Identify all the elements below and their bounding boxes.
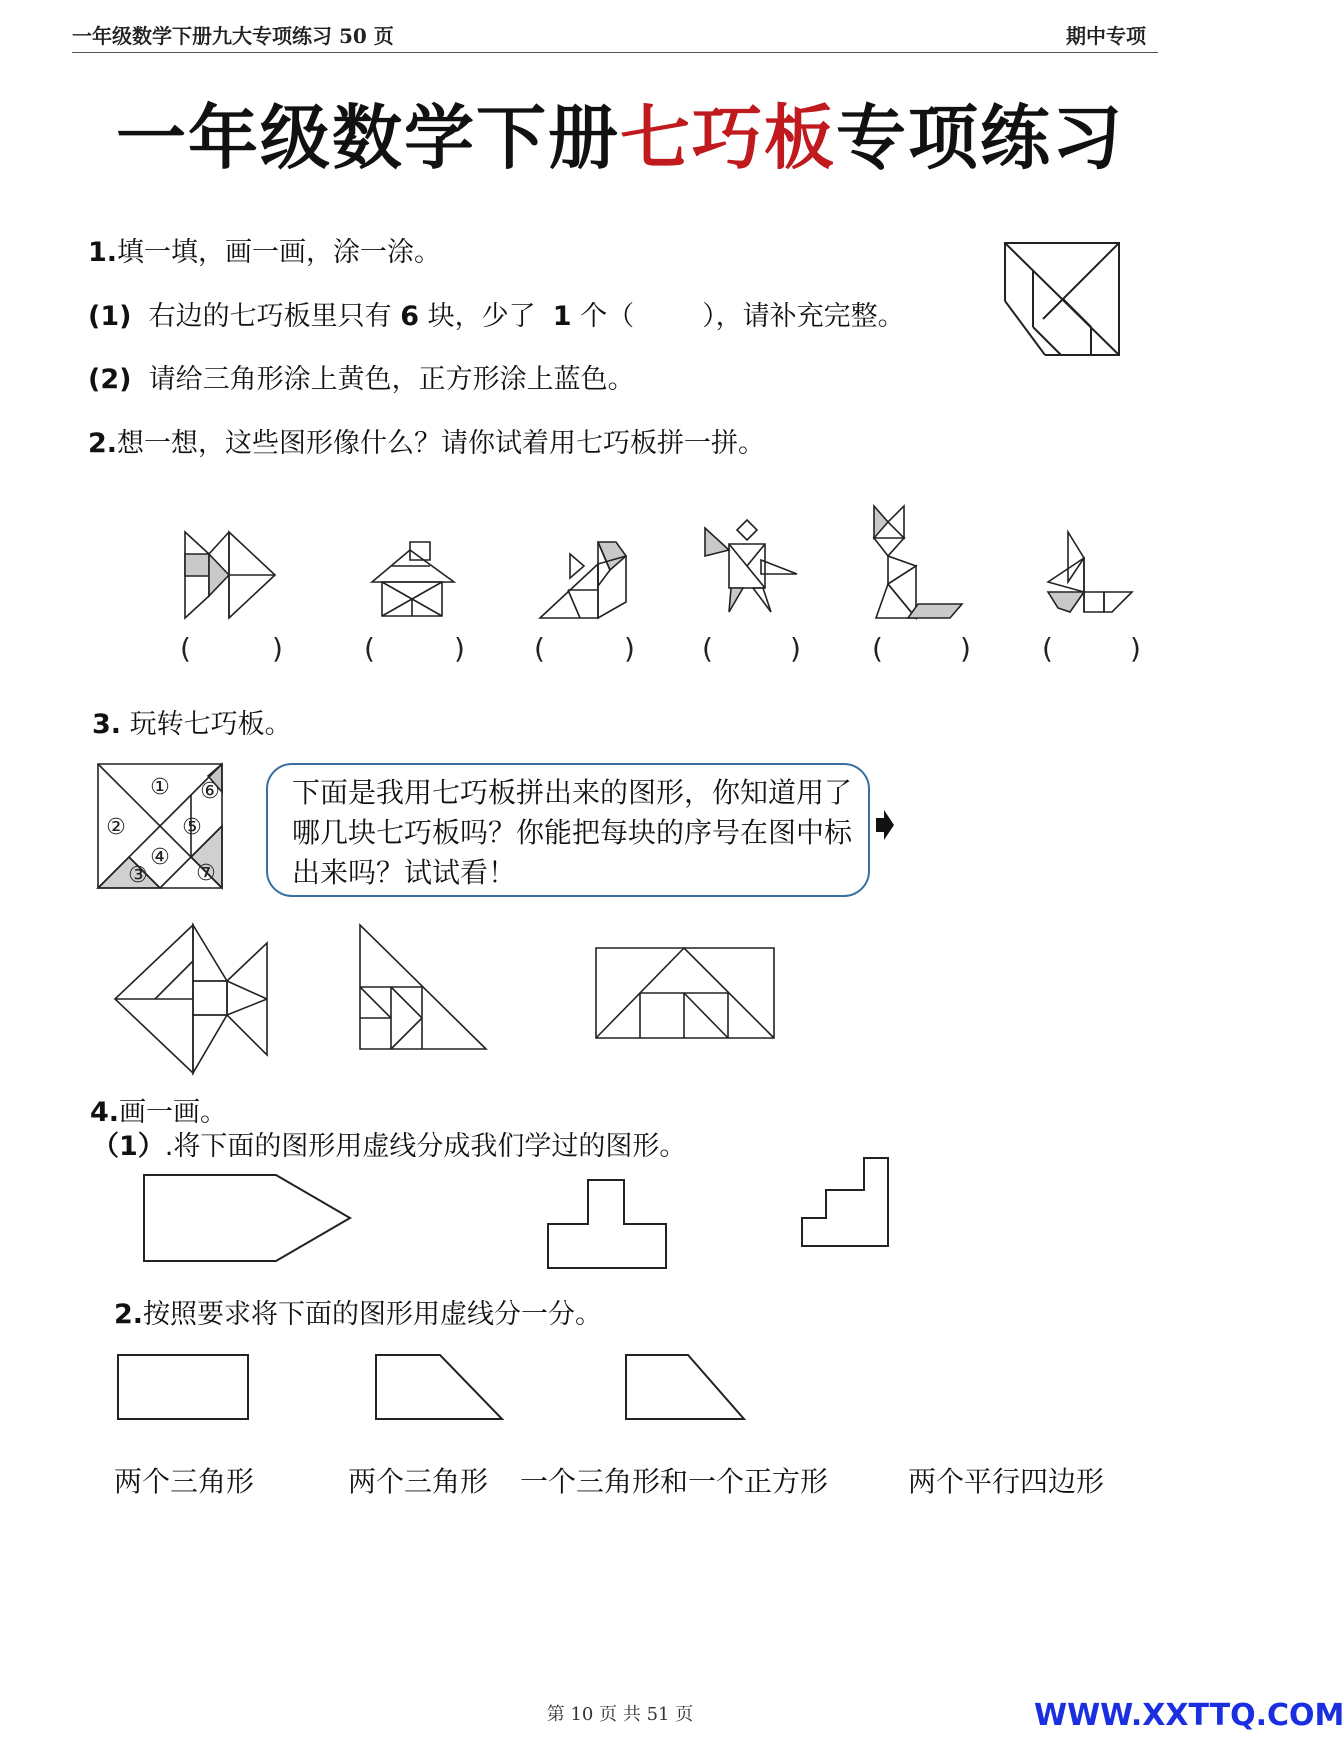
q2-boat-bow (1104, 592, 1132, 612)
q2-person-leg-left (729, 588, 743, 612)
q4-label-2: 两个三角形 (348, 1465, 489, 1498)
q4-label-4: 两个平行四边形 (908, 1465, 1105, 1498)
q1-part2 (88, 357, 635, 396)
q2-person-arm-right (761, 560, 797, 574)
q1-p1-six: 6 (400, 301, 420, 332)
q4-p2-text: 按照要求将下面的图形用虚线分一分。 (143, 1299, 603, 1330)
q4-number: 4. (90, 1097, 120, 1128)
q1-piece-line (1043, 243, 1119, 319)
q2-boat-square (1084, 592, 1104, 612)
q2-answer-6-left: ( (1042, 632, 1053, 665)
q2-cat-tail (908, 604, 962, 618)
q2-cat-body (888, 566, 916, 618)
q2-person-line (747, 544, 765, 566)
q2-person-head (737, 520, 757, 540)
q2-cat-figure (874, 506, 962, 618)
q3-triangle-line (391, 987, 422, 1018)
q3-rect-line (684, 993, 728, 1038)
q3-label-5: ⑤ (182, 815, 202, 840)
brand-watermark[interactable]: WWW.XXTTQ.COM (1034, 1698, 1344, 1733)
q2-boat-sail (1068, 532, 1084, 582)
q3-triangle-figure[interactable] (360, 925, 486, 1049)
q1-p2-number: (2) (88, 364, 132, 395)
q3-fish-line (227, 999, 267, 1015)
q2-goose-head (598, 542, 626, 570)
q2-house-figure (372, 542, 454, 616)
q3-number: 3. (92, 709, 122, 740)
q4-rectangle-outline (118, 1355, 248, 1419)
q4-pentagon-shape[interactable] (144, 1175, 350, 1261)
q1-piece-line (1033, 327, 1061, 355)
q3-fish-line (155, 961, 193, 999)
q3-label-4: ④ (150, 845, 170, 870)
q1-text: 填一填，画一画，涂一涂。 (117, 237, 442, 268)
q2-goose-line (568, 590, 580, 618)
q1-p1-one: 1 (552, 301, 572, 332)
q2-answer-1-blank[interactable] (194, 632, 266, 668)
header-rule (72, 52, 1158, 53)
q2-answer-6-right: ) (1130, 632, 1141, 665)
q3-label-2: ② (106, 815, 126, 840)
q3-bubble-text: 下面是我用七巧板拼出来的图形，你知道用了哪几块七巧板吗？你能把每块的序号在图中标出来吗？试试看！ (292, 776, 853, 889)
q2-answer-4-blank[interactable] (716, 632, 788, 668)
q4-t-outline (548, 1180, 666, 1268)
q1-p1-number: (1) (88, 301, 132, 332)
title-part-1: 一年级数学下册 (116, 96, 620, 179)
q4-p1-number: （1） (92, 1131, 165, 1162)
q4-right-trapezoid-outline (376, 1355, 502, 1419)
q2-cat-neck (888, 556, 916, 584)
q4-t-shape[interactable] (548, 1180, 666, 1268)
q4-part1 (92, 1124, 686, 1163)
q3-rectangle-figure[interactable] (596, 948, 774, 1038)
q4-stair-shape[interactable] (802, 1158, 888, 1246)
q2-person-leg-right (753, 588, 771, 612)
q2-goose-tail (570, 554, 584, 578)
q4-text: 画一画。 (119, 1097, 228, 1128)
header-left: 一年级数学下册九大专项练习 50 页 (72, 24, 394, 48)
q2-answer-4-right: ) (790, 632, 801, 665)
q2-heading (88, 421, 765, 460)
footer-b: 页 共 (599, 1704, 641, 1725)
q1-p1-text-c: 个（ (580, 301, 635, 332)
q2-answer-2-right: ) (454, 632, 465, 665)
q4-pentagon-outline (144, 1175, 350, 1261)
q1-p1-text-a: 右边的七巧板里只有 (148, 301, 392, 332)
q1-p2-text: 请给三角形涂上黄色，正方形涂上蓝色。 (148, 364, 635, 395)
q4-label-1: 两个三角形 (114, 1465, 255, 1498)
q3-label-1: ① (150, 775, 170, 800)
q1-piece-line (1063, 299, 1091, 327)
q4-trapezoid-outline (626, 1355, 744, 1419)
q4-stair-outline (802, 1158, 888, 1246)
q2-answer-3-left: ( (534, 632, 545, 665)
q3-fish-top (193, 925, 227, 981)
q2-answer-5-right: ) (960, 632, 971, 665)
title-part-2: 专项练习 (836, 96, 1124, 179)
q3-tangram-square (98, 764, 222, 888)
q2-cat-head (874, 538, 904, 556)
q2-answer-4-left: ( (702, 632, 713, 665)
q2-answer-3-blank[interactable] (548, 632, 620, 668)
footer-c: 页 (675, 1704, 694, 1725)
arrow-right-icon (876, 810, 894, 840)
header-right: 期中专项 (1066, 24, 1146, 48)
q3-fish-line (227, 981, 267, 999)
q2-person-figure (705, 520, 797, 612)
q1-p1-text-d: ），请补充完整。 (702, 301, 905, 332)
q2-answer-6-blank[interactable] (1056, 632, 1128, 668)
q1-heading (88, 230, 441, 269)
q2-fish-figure (185, 532, 275, 618)
q3-fish-figure[interactable] (115, 925, 267, 1073)
q3-label-6: ⑥ (200, 779, 220, 804)
q4-trapezoid-shape[interactable] (626, 1355, 744, 1419)
q3-triangle-line (391, 1018, 422, 1049)
q2-goose-figure (540, 542, 626, 618)
q4-rectangle-shape[interactable] (118, 1355, 248, 1419)
q3-triangle-line (360, 987, 391, 1018)
q2-boat-hull-shaded (1048, 592, 1084, 612)
q3-fish-tail (227, 943, 267, 1055)
q2-answer-5-blank[interactable] (886, 632, 958, 668)
q2-boat-sail2 (1048, 558, 1084, 592)
q2-answer-2-left: ( (364, 632, 375, 665)
footer-a: 第 (546, 1704, 565, 1725)
q2-fish-shaded (209, 554, 229, 596)
q3-fish-bottom (193, 1015, 227, 1073)
q1-tangram-figure[interactable] (1005, 243, 1119, 355)
footer-page: 10 (570, 1704, 594, 1725)
q2-answer-2-blank[interactable] (378, 632, 450, 668)
q3-text: 玩转七巧板。 (129, 709, 292, 740)
q2-cat-ear-right (888, 506, 904, 538)
q4-p1-text: .将下面的图形用虚线分成我们学过的图形。 (164, 1131, 687, 1162)
q2-answer-1-left: ( (180, 632, 191, 665)
q2-cat-belly (876, 584, 916, 618)
page-title (0, 82, 1240, 183)
q2-answer-5-left: ( (872, 632, 883, 665)
q3-label-3: ③ (128, 863, 148, 888)
q2-person-arm-left (705, 528, 729, 556)
q1-part1 (88, 294, 905, 333)
q1-number: 1. (88, 237, 118, 268)
footer-total: 51 (646, 1704, 670, 1725)
q2-fish-line (209, 532, 229, 554)
title-accent: 七巧板 (620, 96, 836, 179)
q2-fish-fin (185, 554, 209, 576)
q2-answer-1-right: ) (272, 632, 283, 665)
q2-text: 想一想，这些图形像什么？请你试着用七巧板拼一拼。 (117, 428, 766, 459)
q4-right-trapezoid-shape[interactable] (376, 1355, 502, 1419)
q3-heading (92, 702, 292, 741)
q2-answer-3-right: ) (624, 632, 635, 665)
q3-label-7: ⑦ (196, 861, 216, 886)
q2-boat-figure (1048, 532, 1132, 612)
q4-part2 (114, 1292, 602, 1331)
q1-p1-text-b: 块，少了 (427, 301, 536, 332)
q2-cat-ear-left (874, 506, 888, 538)
q3-fish-square (193, 981, 227, 1015)
q4-p2-number: 2. (114, 1299, 144, 1330)
q2-number: 2. (88, 428, 118, 459)
q4-label-3: 一个三角形和一个正方形 (520, 1465, 829, 1498)
q1-piece-line (1005, 301, 1045, 355)
